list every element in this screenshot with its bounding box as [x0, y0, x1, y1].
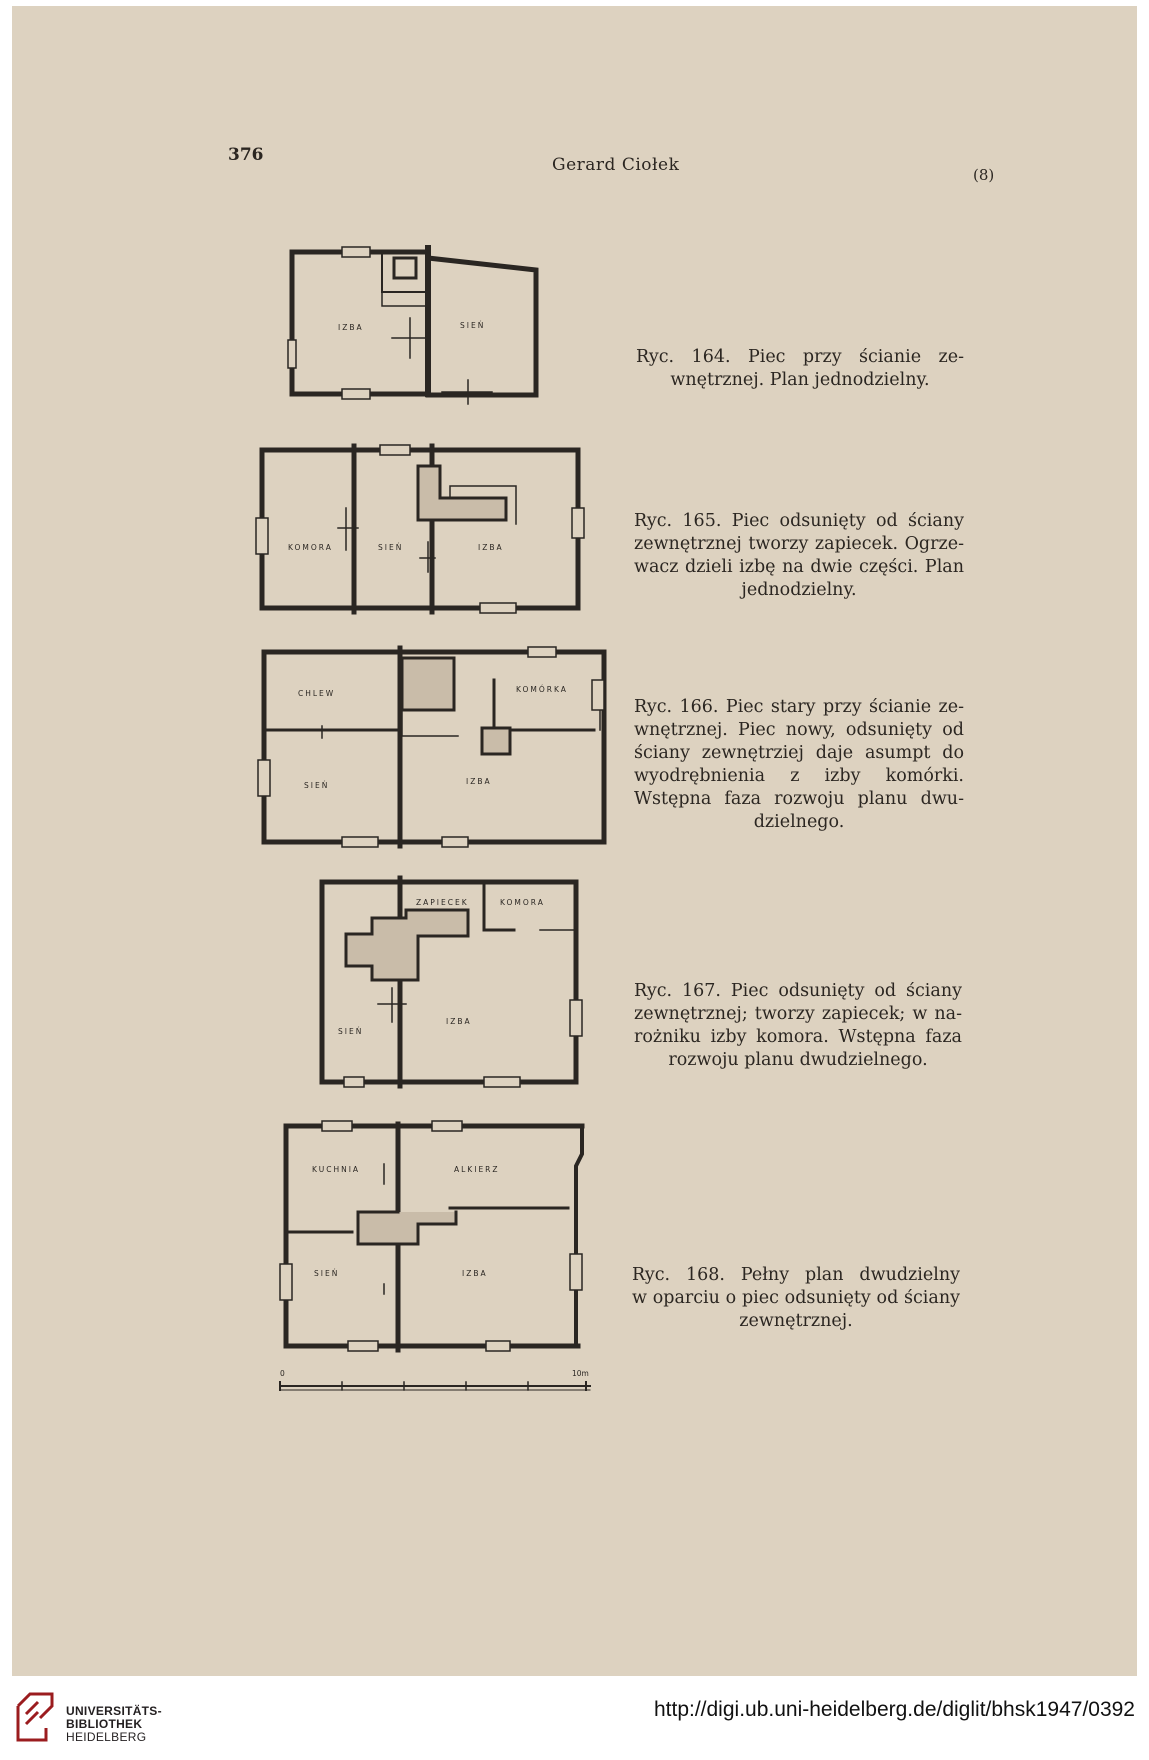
floor-plan-165 — [250, 438, 590, 618]
page-number: 376 — [228, 145, 264, 165]
viewer-footer — [0, 1676, 1149, 1760]
running-head-author: Gerard Ciołek — [552, 155, 680, 175]
room-label: ZAPIECEK — [416, 898, 469, 907]
floor-plan-167 — [308, 870, 588, 1092]
room-label: IZBA — [446, 1017, 472, 1026]
room-label: IZBA — [478, 543, 504, 552]
room-label: KOMORA — [288, 543, 333, 552]
scale-end: 10m — [572, 1369, 589, 1378]
library-name-line-1: UNIVERSITÄTS- — [66, 1704, 162, 1718]
floor-plan-166 — [252, 640, 612, 852]
room-label: SIEŃ — [304, 781, 330, 790]
library-name-line-3: HEIDELBERG — [66, 1730, 147, 1744]
scale-start: 0 — [280, 1369, 285, 1378]
library-name-line-2: BIBLIOTHEK — [66, 1717, 143, 1731]
caption-164: Ryc. 164. Piec przy ścianie ze- wnętrznej. Plan jednodzielny. — [636, 347, 964, 390]
room-label: KOMÓRKA — [516, 685, 568, 694]
room-label: KUCHNIA — [312, 1165, 361, 1174]
caption-168: Ryc. 168. Pełny plan dwudzielny w oparciu o piec odsunięty od ściany zewnętrznej. — [632, 1265, 960, 1331]
permalink-url[interactable]: http://digi.ub.uni-heidelberg.de/diglit/bhsk1947/0392 — [653, 1698, 1135, 1721]
room-label: KOMORA — [500, 898, 545, 907]
room-label: CHLEW — [298, 689, 336, 698]
floor-plan-164 — [282, 240, 554, 405]
section-marker: (8) — [973, 166, 995, 184]
room-label: IZBA — [466, 777, 492, 786]
room-label: ALKIERZ — [454, 1165, 500, 1174]
room-label: SIEŃ — [314, 1269, 340, 1278]
caption-167: Ryc. 167. Piec odsunięty od ściany zewnętrznej; tworzy zapiecek; w na- rożniku izby komora. Wstępna faza rozwoju planu dwudzielnego. — [634, 981, 962, 1070]
caption-165: Ryc. 165. Piec odsunięty od ściany zewnętrznej tworzy zapiecek. Ogrze- wacz dzieli izbę na dwie części. Plan jednodzielny. — [634, 511, 964, 600]
caption-166: Ryc. 166. Piec stary przy ścianie ze- wnętrznej. Piec nowy, odsunięty od ściany zewnętrziej daje asumpt do wyodrębnienia z izby komórki. Wstępna faza rozwoju planu dwu- dzielnego. — [634, 697, 964, 832]
room-label: SIEŃ — [338, 1027, 364, 1036]
room-label: IZBA — [462, 1269, 488, 1278]
room-label: SIEŃ — [378, 543, 404, 552]
floor-plan-168 — [272, 1114, 604, 1394]
room-label: IZBA — [338, 323, 364, 332]
room-label: SIEŃ — [460, 321, 486, 330]
library-logo-icon — [12, 1688, 58, 1748]
